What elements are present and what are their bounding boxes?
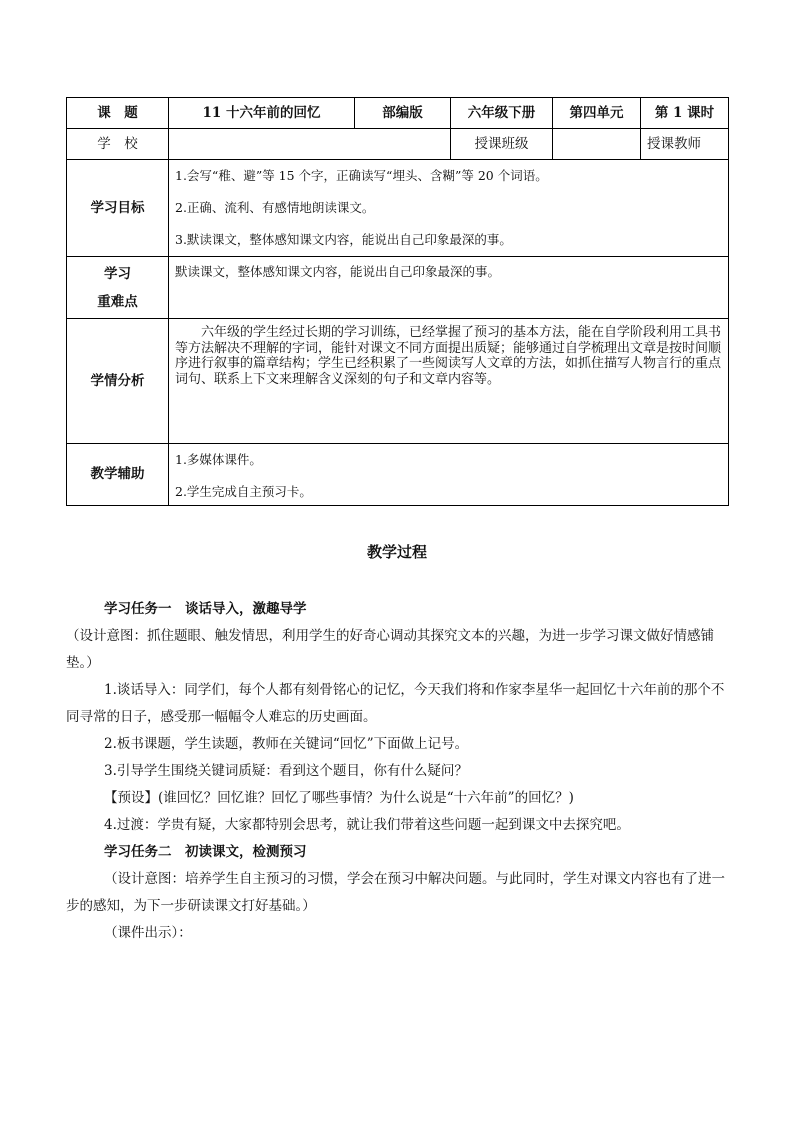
teacher-label: 授课教师 xyxy=(647,135,701,152)
aid-item: 2.学生完成自主预习卡。 xyxy=(175,484,312,499)
aids-list xyxy=(169,444,729,506)
table-row-analysis xyxy=(67,319,729,444)
process-title: 教学过程 xyxy=(366,543,427,561)
period: 第 1 课时 xyxy=(641,98,729,129)
task1-step1: 1.谈话导入：同学们，每个人都有刻骨铭心的记忆，今天我们将和作家李星华一起回忆十六年前的那个不同寻常的日子，感受那一幅幅令人难忘的历史画面。 xyxy=(66,682,725,725)
analysis-text: 六年级的学生经过长期的学习训练，已经掌握了预习的基本方法，能在自学阶段利用工具书等方法解决不理解的字词，能针对课文不同方面提出质疑；能够通过自学梳理出文章是按时间顺序进行叙事的篇章结构；学生已经积累了一些阅读写人文章的方法，如抓住描写人物言行的重点词句、联系上下文来理解含义深刻的句子和文章内容等。 xyxy=(169,319,729,444)
aids-label: 教学辅助 xyxy=(67,444,169,506)
task1-step4: 4.过渡：学贵有疑，大家都特别会思考，就让我们带着这些问题一起到课文中去探究吧。 xyxy=(104,817,630,833)
teacher-cell xyxy=(641,129,729,160)
unit: 第四单元 xyxy=(553,98,641,129)
table-row-aids xyxy=(67,444,729,506)
task2-intent: （设计意图：培养学生自主预习的习惯，学会在预习中解决问题。与此同时，学生对课文内容也有了进一步的感知，为下一步研读课文打好基础。） xyxy=(66,871,725,914)
task2-courseware: （课件出示）： xyxy=(104,925,192,941)
table-row-title xyxy=(67,98,729,129)
task1-intent: （设计意图：抓住题眼、触发情思，利用学生的好奇心调动其探究文本的兴趣，为进一步学习课文做好情感铺垫。） xyxy=(66,628,714,671)
school-label: 学 校 xyxy=(67,129,169,160)
grade: 六年级下册 xyxy=(451,98,553,129)
edition: 部编版 xyxy=(355,98,451,129)
objective-item: 3.默读课文，整体感知课文内容，能说出自己印象最深的事。 xyxy=(175,232,512,247)
analysis-label: 学情分析 xyxy=(67,319,169,444)
table-row-keypoints xyxy=(67,257,729,319)
lesson-title: 11 十六年前的回忆 xyxy=(169,98,355,129)
task1-title: 学习任务一 谈话导入，激趣导学 xyxy=(104,601,307,617)
class-value xyxy=(553,129,641,160)
objective-item: 1.会写“稚、避”等 15 个字，正确读写“埋头、含糊”等 20 个词语。 xyxy=(175,168,548,183)
objectives-list xyxy=(169,160,729,257)
aid-item: 1.多媒体课件。 xyxy=(175,452,262,467)
objectives-label: 学习目标 xyxy=(67,160,169,257)
task1-step2: 2.板书课题，学生读题，教师在关键词“回忆”下面做上记号。 xyxy=(104,736,469,752)
task1-preset: 【预设】(谁回忆？回忆谁？回忆了哪些事情？为什么说是“十六年前”的回忆？) xyxy=(104,790,574,806)
class-label: 授课班级 xyxy=(451,129,553,160)
keypoints-label xyxy=(67,257,169,319)
lesson-info-table xyxy=(66,97,729,506)
keypoints-label-line2: 重难点 xyxy=(97,293,138,310)
course-label: 课 题 xyxy=(67,98,169,129)
keypoints-text: 默读课文，整体感知课文内容，能说出自己印象最深的事。 xyxy=(169,257,729,319)
objective-item: 2.正确、流利、有感情地朗读课文。 xyxy=(175,200,375,215)
task2-title: 学习任务二 初读课文，检测预习 xyxy=(104,844,307,860)
keypoints-label-line1: 学习 xyxy=(104,265,131,282)
process-body xyxy=(66,596,728,947)
task1-step3: 3.引导学生围绕关键词质疑：看到这个题目，你有什么疑问？ xyxy=(104,763,468,779)
table-row-objectives xyxy=(67,160,729,257)
school-value xyxy=(169,129,451,160)
table-row-school xyxy=(67,129,729,160)
